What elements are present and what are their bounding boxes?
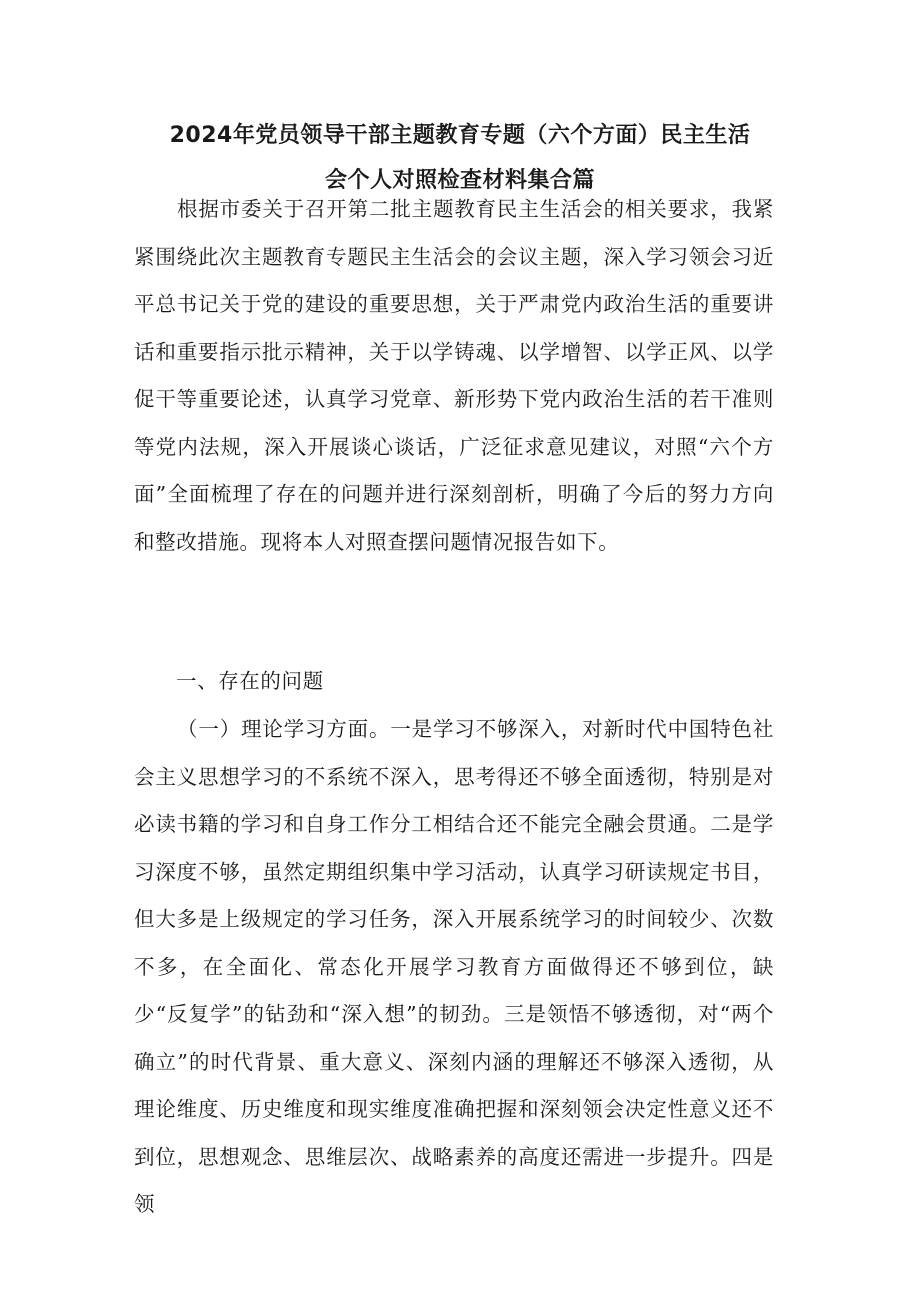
title-line-2: 会个人对照检查材料集合篇 xyxy=(324,168,595,193)
intro-paragraph: 根据市委关于召开第二批主题教育民主生活会的相关要求，我紧紧围绕此次主题教育专题民主生活会的会议主题，深入学习领会习近平总书记关于党的建设的重要思想，关于严肃党内政治生活的重要讲话和重要指示批示精神，关于以学铸魂、以学增智、以学正风、以学促干等重要论述，认真学习党章、新形势下党内政治生活的若干准则等党内法规，深入开展谈心谈话，广泛征求意见建议，对照“六个方面”全面梳理了存在的问题并进行深刻剖析，明确了今后的努力方向和整改措施。现将本人对照查摆问题情况报告如下。 xyxy=(134,197,774,554)
section-heading: 一、存在的问题 xyxy=(176,669,324,693)
section-paragraph: （一）理论学习方面。一是学习不够深入，对新时代中国特色社会主义思想学习的不系统不深入，思考得还不够全面透彻，特别是对必读书籍的学习和自身工作分工相结合还不能完全融会贯通。二是学习深度不够，虽然定期组织集中学习活动，认真学习研读规定书目，但大多是上级规定的学习任务，深入开展系统学习的时间较少、次数不多，在全面化、常态化开展学习教育方面做得还不够到位，缺少“反复学”的钻劲和“深入想”的韧劲。三是领悟不够透彻，对“两个确立”的时代背景、重大意义、深刻内涵的理解还不够深入透彻，从理论维度、历史维度和现实维度准确把握和深刻领会决定性意义还不到位，思想观念、思维层次、战略素养的高度还需进一步提升。四是领 xyxy=(134,717,774,1216)
title-line-1: 2024年党员领导干部主题教育专题（六个方面）民主生活 xyxy=(169,123,751,148)
